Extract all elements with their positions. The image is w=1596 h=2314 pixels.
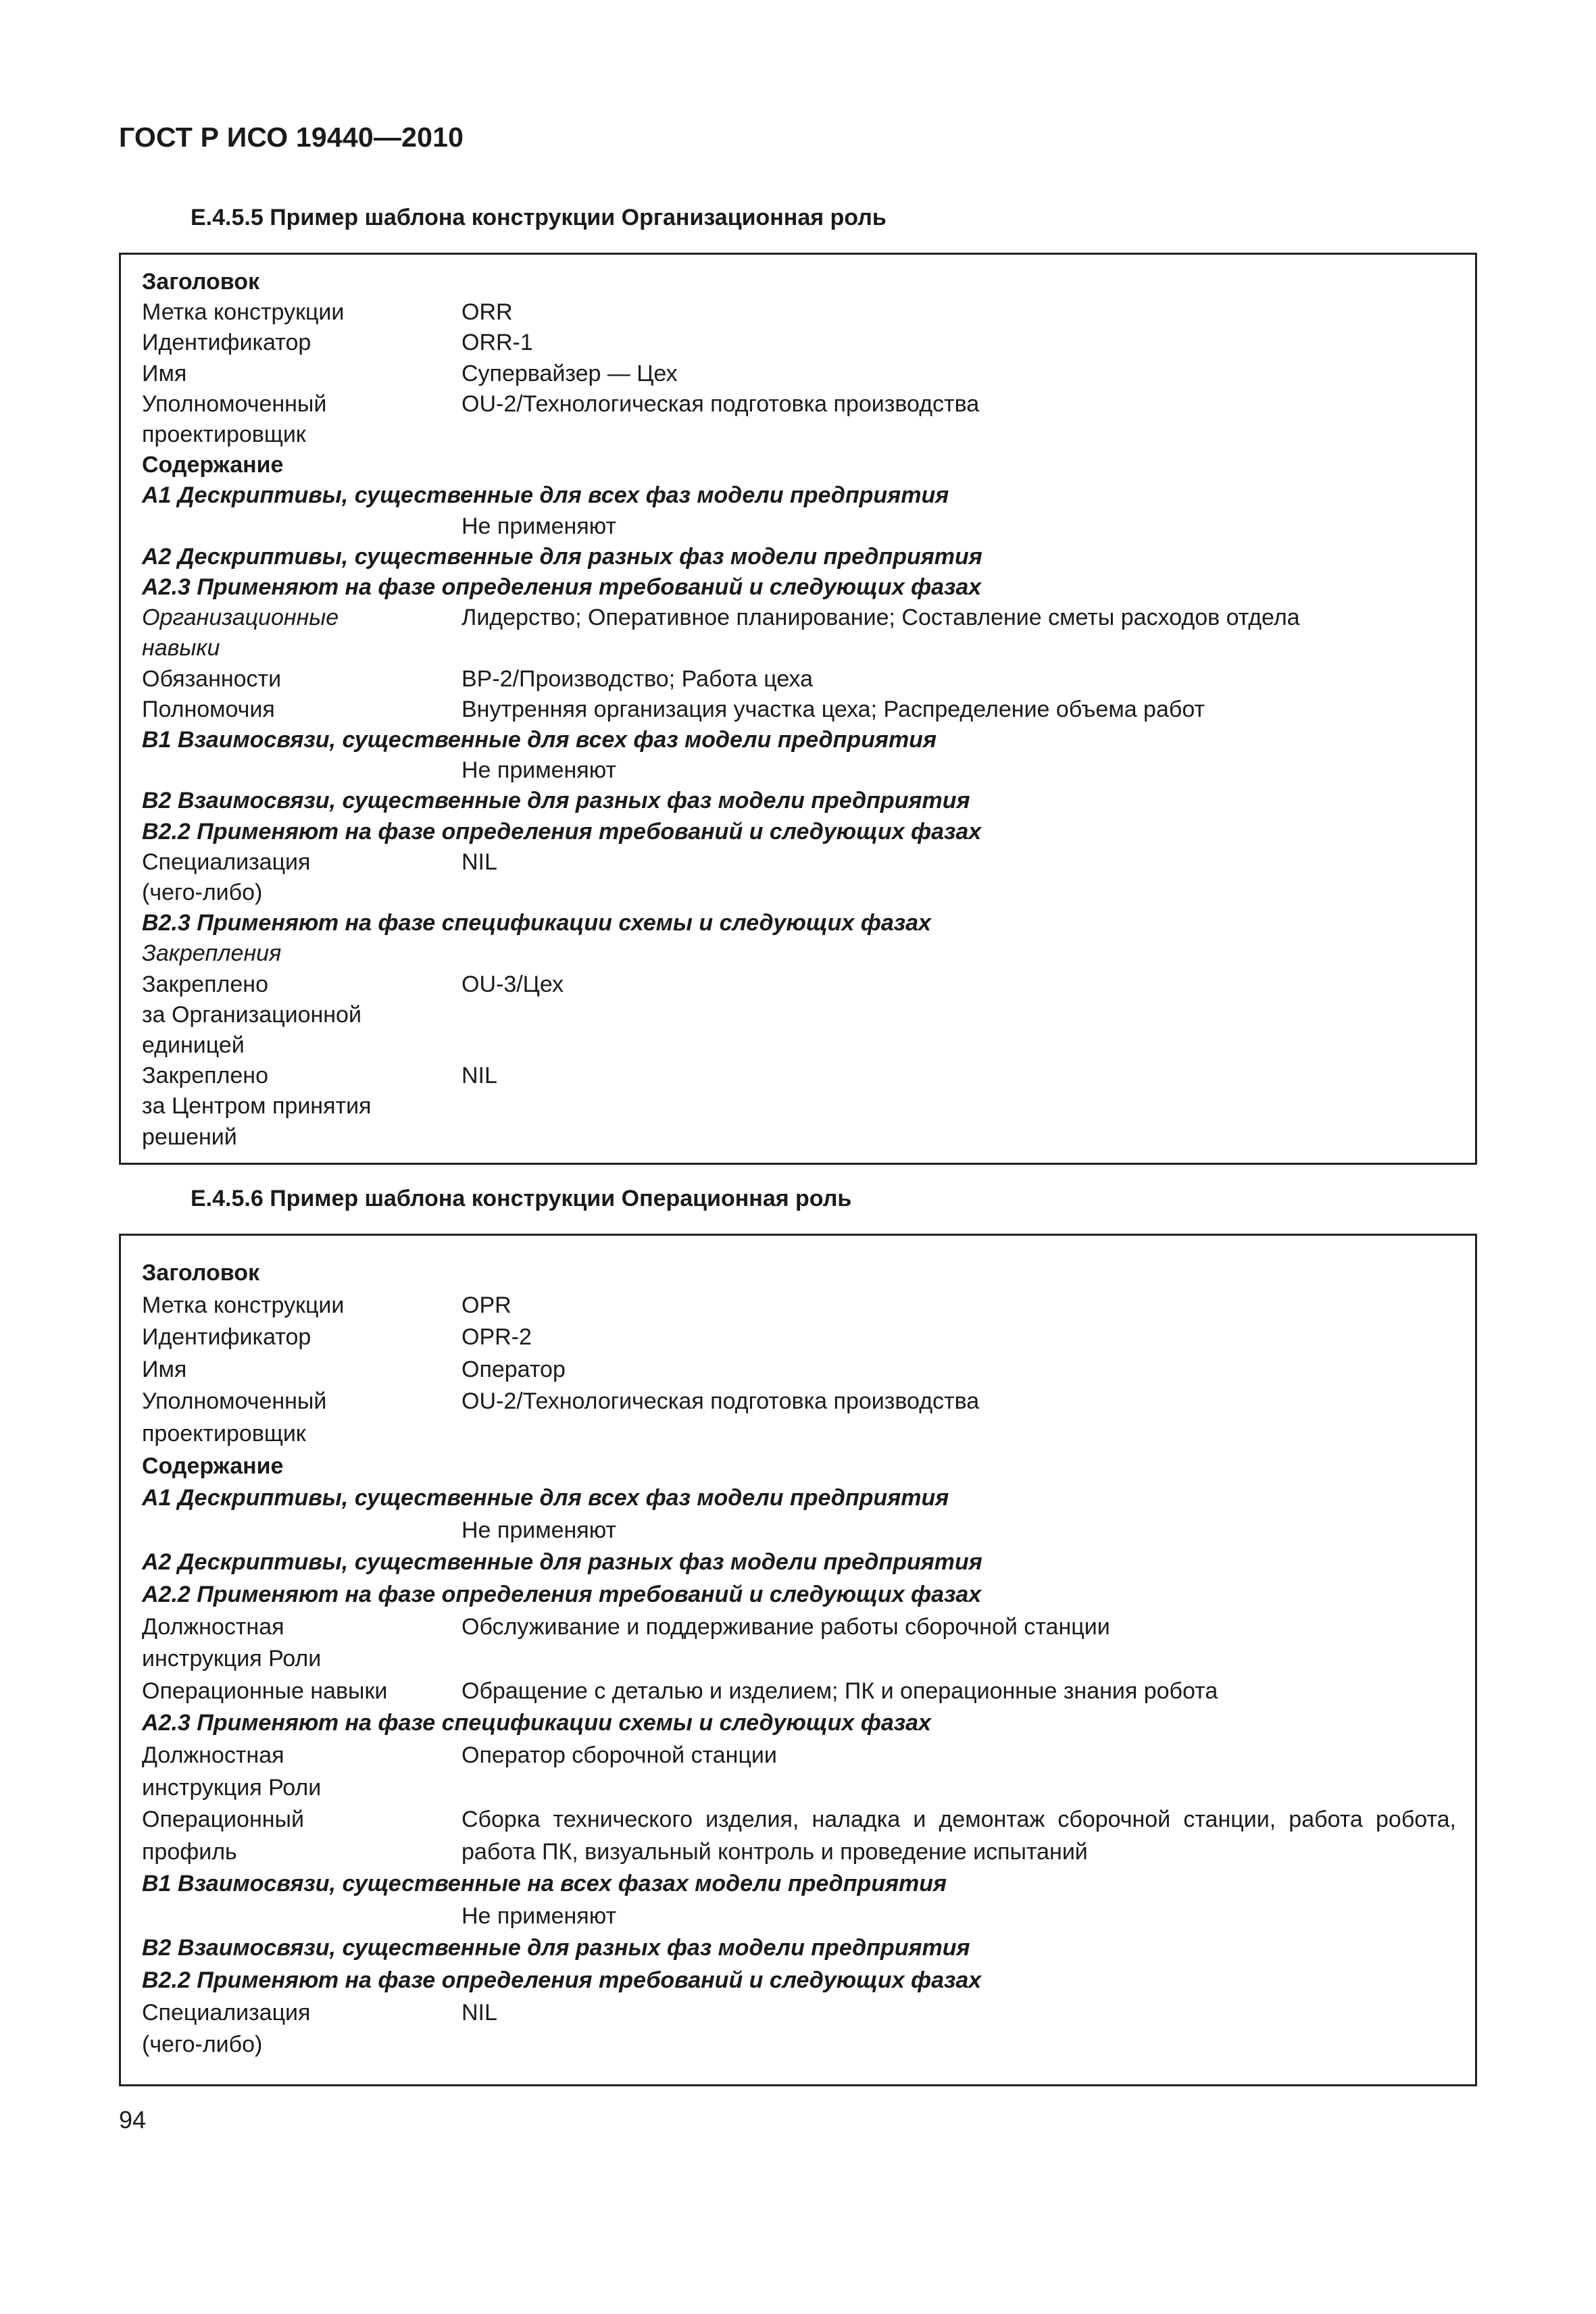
document-header: ГОСТ Р ИСО 19440—2010 bbox=[119, 122, 464, 153]
template-rows bbox=[142, 1257, 1456, 2061]
group-heading: А2.3 Применяют на фазе определения требований и следующих фазах bbox=[142, 574, 982, 601]
field-row bbox=[142, 755, 1456, 786]
group-heading: А2.3 Применяют на фазе спецификации схемы и следующих фазах bbox=[142, 1710, 931, 1736]
field-value: OU-3/Цех bbox=[462, 971, 564, 997]
field-row bbox=[142, 847, 1456, 908]
template-rows bbox=[142, 267, 1456, 1153]
field-label: Должностная инструкция Роли bbox=[142, 1613, 322, 1672]
group-label: Закрепления bbox=[142, 940, 282, 967]
group-heading: В2.2 Применяют на фазе определения требований и следующих фазах bbox=[142, 818, 982, 845]
field-value: BP-2/Производство; Работа цеха bbox=[462, 665, 814, 692]
group-heading: А2 Дескриптивы, существенные для разных фаз модели предприятия bbox=[142, 543, 982, 570]
field-label: Уполномоченный проектировщик bbox=[142, 1388, 327, 1447]
field-label: Идентификатор bbox=[142, 1324, 311, 1351]
field-value: Не применяют bbox=[462, 1517, 617, 1543]
group-heading: А2 Дескриптивы, существенные для разных фаз модели предприятия bbox=[142, 1549, 982, 1576]
field-value: Лидерство; Оперативное планирование; Составление сметы расходов отдела bbox=[462, 605, 1300, 631]
field-value: ORR-1 bbox=[462, 330, 533, 356]
field-row bbox=[142, 1997, 1456, 2061]
field-label: Имя bbox=[142, 360, 187, 386]
field-label: Идентификатор bbox=[142, 330, 311, 356]
field-value: Супервайзер — Цех bbox=[462, 360, 678, 386]
field-value: Обслуживание и поддерживание работы сборочной станции bbox=[462, 1613, 1110, 1640]
field-label bbox=[142, 511, 462, 542]
field-label: Операционные навыки bbox=[142, 1678, 388, 1704]
field-value: Сборка технического изделия, наладка и демонтаж сборочной станции, работа робота, работа ПК, визуальный контроль и проведение испытаний bbox=[462, 1807, 1456, 1865]
field-label: Полномочия bbox=[142, 696, 275, 722]
field-row bbox=[142, 328, 1456, 358]
field-label bbox=[142, 1901, 462, 1933]
field-value: Оператор сборочной станции bbox=[462, 1742, 777, 1768]
field-label: Уполномоченный проектировщик bbox=[142, 391, 327, 448]
field-value: Не применяют bbox=[462, 513, 617, 539]
field-label: Организационные навыки bbox=[142, 605, 339, 661]
field-value: Обращение с деталью и изделием; ПК и операционные знания робота bbox=[462, 1678, 1218, 1704]
field-label: Имя bbox=[142, 1356, 187, 1382]
field-row bbox=[142, 1386, 1456, 1450]
field-value: OU-2/Технологическая подготовка производства bbox=[462, 1388, 980, 1415]
field-row bbox=[142, 1515, 1456, 1547]
field-value: NIL bbox=[462, 1063, 497, 1089]
field-row bbox=[142, 1804, 1456, 1868]
field-value: Не применяют bbox=[462, 1903, 617, 1929]
field-value: OU-2/Технологическая подготовка производства bbox=[462, 391, 980, 417]
field-label: Метка конструкции bbox=[142, 299, 345, 326]
field-label bbox=[142, 755, 462, 786]
field-label: Обязанности bbox=[142, 665, 282, 692]
field-row bbox=[142, 1901, 1456, 1933]
field-label: Закреплено за Центром принятия решений bbox=[142, 1063, 372, 1150]
group-heading: А2.2 Применяют на фазе определения требований и следующих фазах bbox=[142, 1581, 982, 1607]
field-row bbox=[142, 297, 1456, 328]
field-label: Операционный профиль bbox=[142, 1807, 304, 1865]
field-label bbox=[142, 1515, 462, 1547]
field-value: NIL bbox=[462, 1999, 497, 2026]
group-heading: В2 Взаимосвязи, существенные для разных фаз модели предприятия bbox=[142, 1935, 970, 1961]
field-label: Специализация (чего-либо) bbox=[142, 849, 311, 906]
field-row bbox=[142, 695, 1456, 725]
field-row bbox=[142, 359, 1456, 389]
group-heading: А1 Дескриптивы, существенные для всех фаз модели предприятия bbox=[142, 1485, 949, 1511]
group-heading: В1 Взаимосвязи, существенные для всех фаз модели предприятия bbox=[142, 727, 937, 753]
field-row bbox=[142, 511, 1456, 542]
section-title-organizational-role: Е.4.5.5 Пример шаблона конструкции Организационная роль bbox=[191, 205, 887, 230]
group-heading: В1 Взаимосвязи, существенные на всех фазах модели предприятия bbox=[142, 1871, 947, 1897]
field-value: Внутренняя организация участка цеха; Распределение объема работ bbox=[462, 696, 1205, 722]
block-heading: Заголовок bbox=[142, 1260, 260, 1286]
field-row bbox=[142, 1611, 1456, 1676]
field-row bbox=[142, 1740, 1456, 1804]
field-row bbox=[142, 1322, 1456, 1354]
field-value: OPR-2 bbox=[462, 1324, 532, 1351]
group-heading: В2.2 Применяют на фазе определения требований и следующих фазах bbox=[142, 1967, 982, 1994]
field-row bbox=[142, 664, 1456, 695]
field-value: ORR bbox=[462, 299, 513, 326]
field-value: OPR bbox=[462, 1292, 512, 1318]
field-label: Должностная инструкция Роли bbox=[142, 1742, 322, 1801]
field-label: Специализация (чего-либо) bbox=[142, 1999, 311, 2058]
field-row bbox=[142, 1354, 1456, 1386]
field-row bbox=[142, 1676, 1456, 1708]
field-row bbox=[142, 1061, 1456, 1153]
template-box-operational-role bbox=[119, 1234, 1477, 2086]
field-row bbox=[142, 389, 1456, 450]
field-label: Закреплено за Организационной единицей bbox=[142, 971, 361, 1059]
field-row bbox=[142, 1290, 1456, 1322]
field-label: Метка конструкции bbox=[142, 1292, 345, 1318]
block-heading: Содержание bbox=[142, 1453, 284, 1479]
block-heading: Заголовок bbox=[142, 269, 260, 295]
group-heading: А1 Дескриптивы, существенные для всех фаз модели предприятия bbox=[142, 482, 949, 509]
block-heading: Содержание bbox=[142, 452, 284, 478]
group-heading: В2 Взаимосвязи, существенные для разных фаз модели предприятия bbox=[142, 788, 970, 814]
group-heading: В2.3 Применяют на фазе спецификации схемы и следующих фазах bbox=[142, 910, 931, 936]
field-row bbox=[142, 603, 1456, 663]
page-number: 94 bbox=[119, 2106, 147, 2134]
field-row bbox=[142, 970, 1456, 1061]
section-title-operational-role: Е.4.5.6 Пример шаблона конструкции Операционная роль bbox=[191, 1186, 852, 1211]
field-value: Оператор bbox=[462, 1356, 566, 1382]
field-value: Не применяют bbox=[462, 757, 617, 784]
field-value: NIL bbox=[462, 849, 497, 875]
template-box-organizational-role bbox=[119, 253, 1477, 1165]
